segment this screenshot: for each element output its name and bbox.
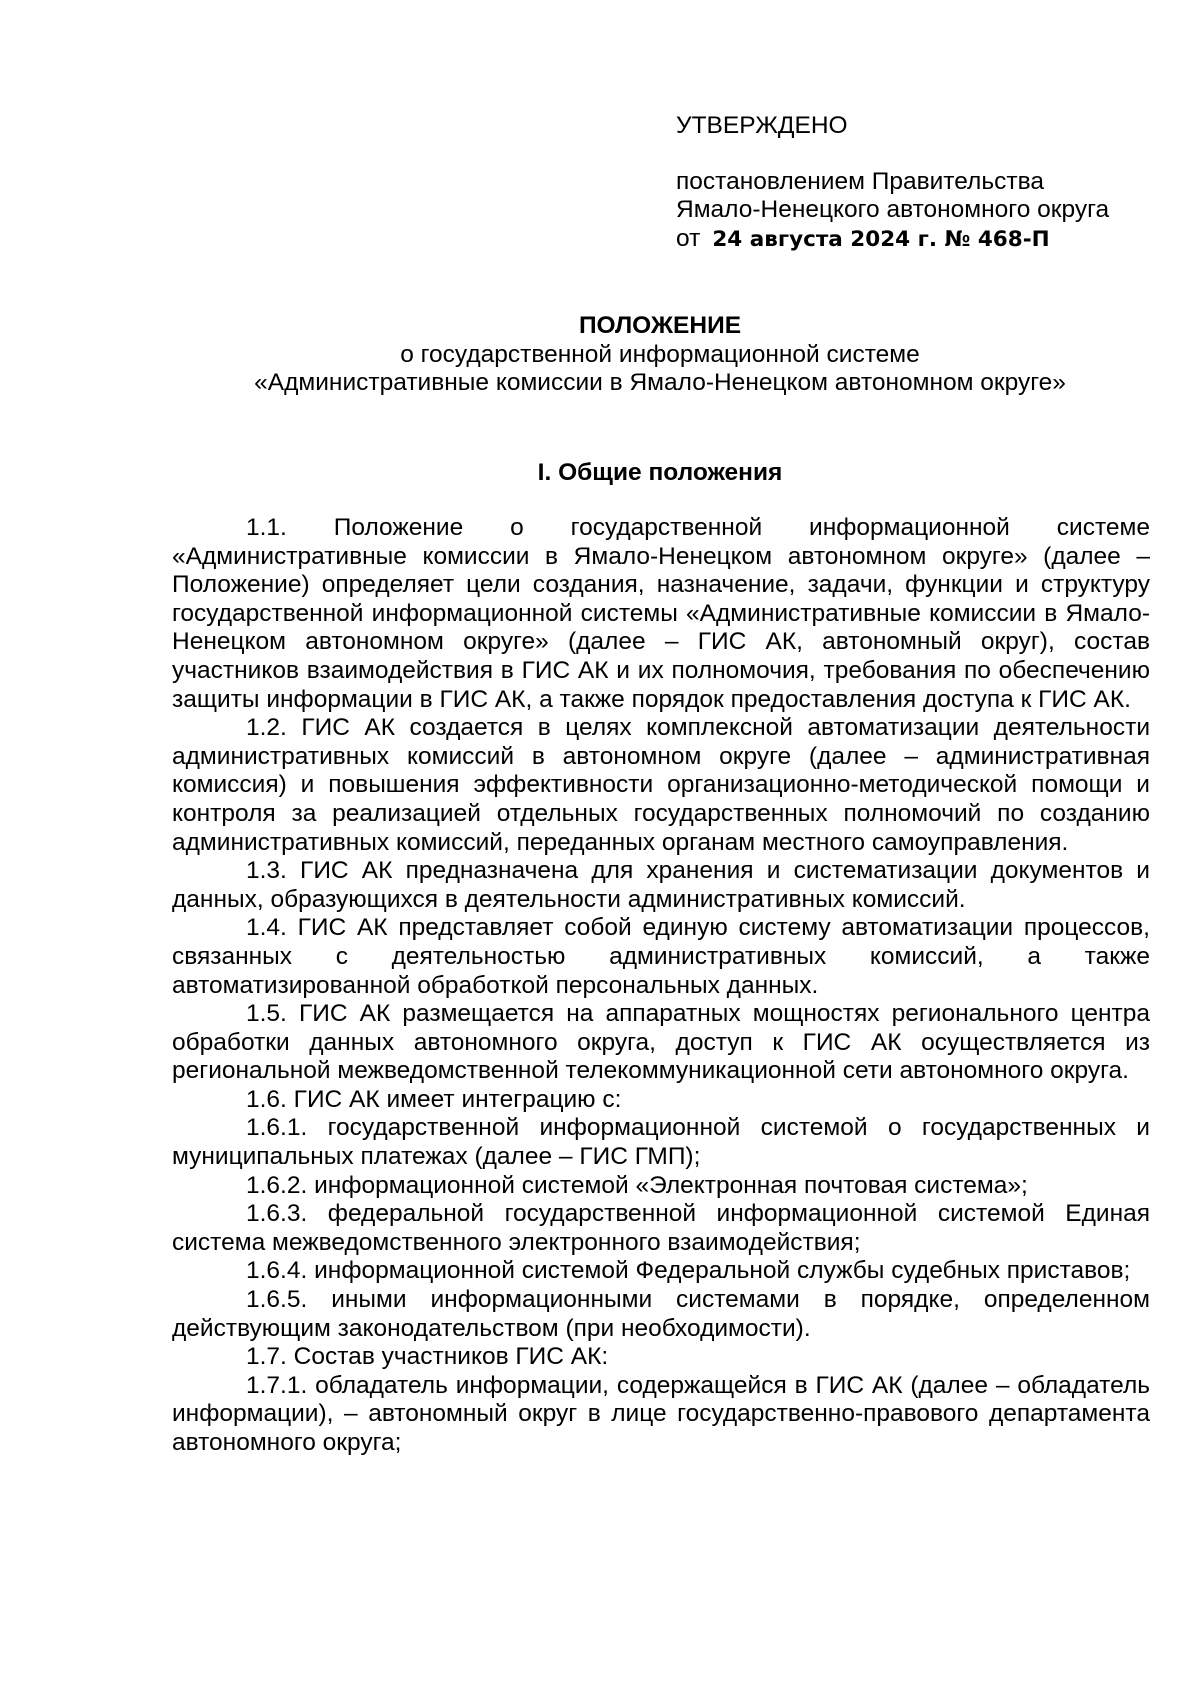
paragraph-1-6-3: 1.6.3. федеральной государственной информационной системой Единая система межведомственного электронного взаимодействия; (172, 1200, 1150, 1256)
approval-date-prefix: от (676, 224, 701, 252)
approval-date-number: 24 августа 2024 г. № 468-П (712, 226, 1050, 252)
document-body (172, 514, 1150, 1458)
paragraph-1-5: 1.5. ГИС АК размещается на аппаратных мощностях регионального центра обработки данных автономного округа, доступ к ГИС АК осуществляется из региональной межведомственной телекоммуникационной сети автономного округа. (172, 1000, 1150, 1085)
paragraph-1-4: 1.4. ГИС АК представляет собой единую систему автоматизации процессов, связанных с деятельностью административных комиссий, а также автоматизированной обработкой персональных данных. (172, 914, 1150, 999)
document-title: ПОЛОЖЕНИЕ (578, 312, 742, 339)
paragraph-1-6-4: 1.6.4. информационной системой Федеральной службы судебных приставов; (246, 1257, 1131, 1285)
paragraph-1-7-1: 1.7.1. обладатель информации, содержащейся в ГИС АК (далее – обладатель информации), – автономный округ в лице государственно-правового департамента автономного округа; (172, 1371, 1150, 1456)
approval-stamp: УТВЕРЖДЕНО (676, 112, 848, 139)
section-heading: I. Общие положения (537, 459, 783, 486)
document-subtitle-line-1: о государственной информационной системе (400, 340, 920, 368)
paragraph-1-1: 1.1. Положение о государственной информационной системе «Административные комиссии в Ямало-Ненецком автономном округе» (далее – Положение) определяет цели создания, назначение, задачи, функции и структуру государственной информационной системы «Административные комиссии в Ямало-Ненецком автономном округе» (далее – ГИС АК, автономный округ), состав участников взаимодействия в ГИС АК и их полномочия, требования по обеспечению защиты информации в ГИС АК, а также порядок предоставления доступа к ГИС АК. (172, 514, 1150, 713)
paragraph-1-6-1: 1.6.1. государственной информационной системой о государственных и муниципальных платежах (далее – ГИС ГМП); (172, 1114, 1150, 1171)
approval-block (676, 112, 1109, 254)
document-title-block (0, 312, 1200, 398)
paragraph-1-6-5: 1.6.5. иными информационными системами в порядке, определенном действующим законодательством (при необходимости). (172, 1286, 1150, 1342)
paragraph-1-6: 1.6. ГИС АК имеет интеграцию с: (246, 1085, 622, 1113)
approval-date-line (676, 225, 1109, 255)
approval-line-2: Ямало-Ненецкого автономного округа (676, 196, 1110, 224)
paragraph-1-3: 1.3. ГИС АК предназначена для хранения и систематизации документов и данных, образующихся в деятельности административных комиссий. (172, 857, 1150, 913)
document-subtitle-line-2: «Административные комиссии в Ямало-Ненецком автономном округе» (254, 369, 1066, 397)
paragraph-1-6-2: 1.6.2. информационной системой «Электронная почтовая система»; (246, 1171, 1028, 1199)
approval-line-1: постановлением Правительства (676, 167, 1044, 195)
paragraph-1-7: 1.7. Состав участников ГИС АК: (246, 1343, 609, 1371)
paragraph-1-2: 1.2. ГИС АК создается в целях комплексной автоматизации деятельности административных комиссий в автономном округе (далее – административная комиссия) и повышения эффективности организационно-методической помощи и контроля за реализацией отдельных государственных полномочий по созданию административных комиссий, переданных органам местного самоуправления. (172, 714, 1150, 856)
